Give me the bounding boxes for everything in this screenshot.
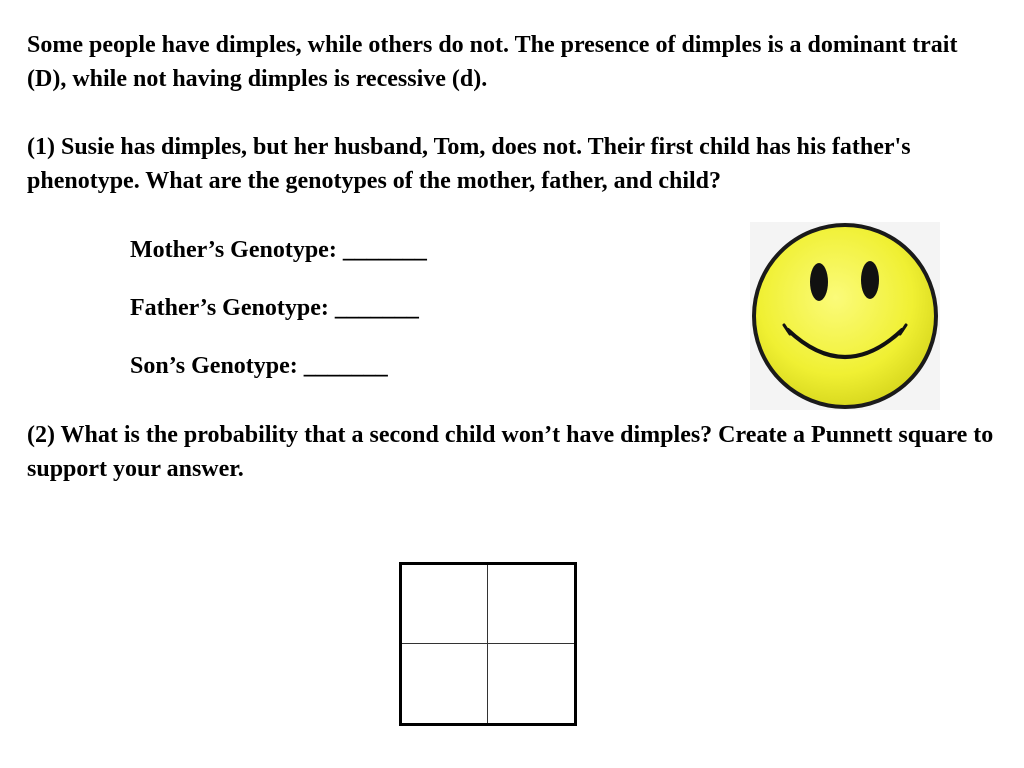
question-2: (2) What is the probability that a second child won’t have dimples? Create a Punnett square to support your answer. <box>27 422 994 482</box>
smiley-face <box>754 225 936 407</box>
father-genotype-prompt: Father’s Genotype: _______ <box>130 295 419 321</box>
question-1: (1) Susie has dimples, but her husband, Tom, does not. Their first child has his father's phenotype. What are the genotypes of the mother, father, and child? <box>27 134 911 194</box>
intro-paragraph: Some people have dimples, while others do not. The presence of dimples is a dominant trait (D), while not having dimples is recessive (d). <box>27 32 958 92</box>
mother-genotype-prompt: Mother’s Genotype: _______ <box>130 237 427 263</box>
smiley-face-icon <box>750 222 940 410</box>
punnett-cell-bottom-right[interactable] <box>488 644 574 723</box>
punnett-cell-top-left[interactable] <box>402 565 488 644</box>
punnett-square[interactable] <box>399 562 577 726</box>
punnett-cell-bottom-left[interactable] <box>402 644 488 723</box>
right-eye <box>861 261 879 299</box>
son-genotype-prompt: Son’s Genotype: _______ <box>130 353 388 379</box>
left-eye <box>810 263 828 301</box>
punnett-cell-top-right[interactable] <box>488 565 574 644</box>
